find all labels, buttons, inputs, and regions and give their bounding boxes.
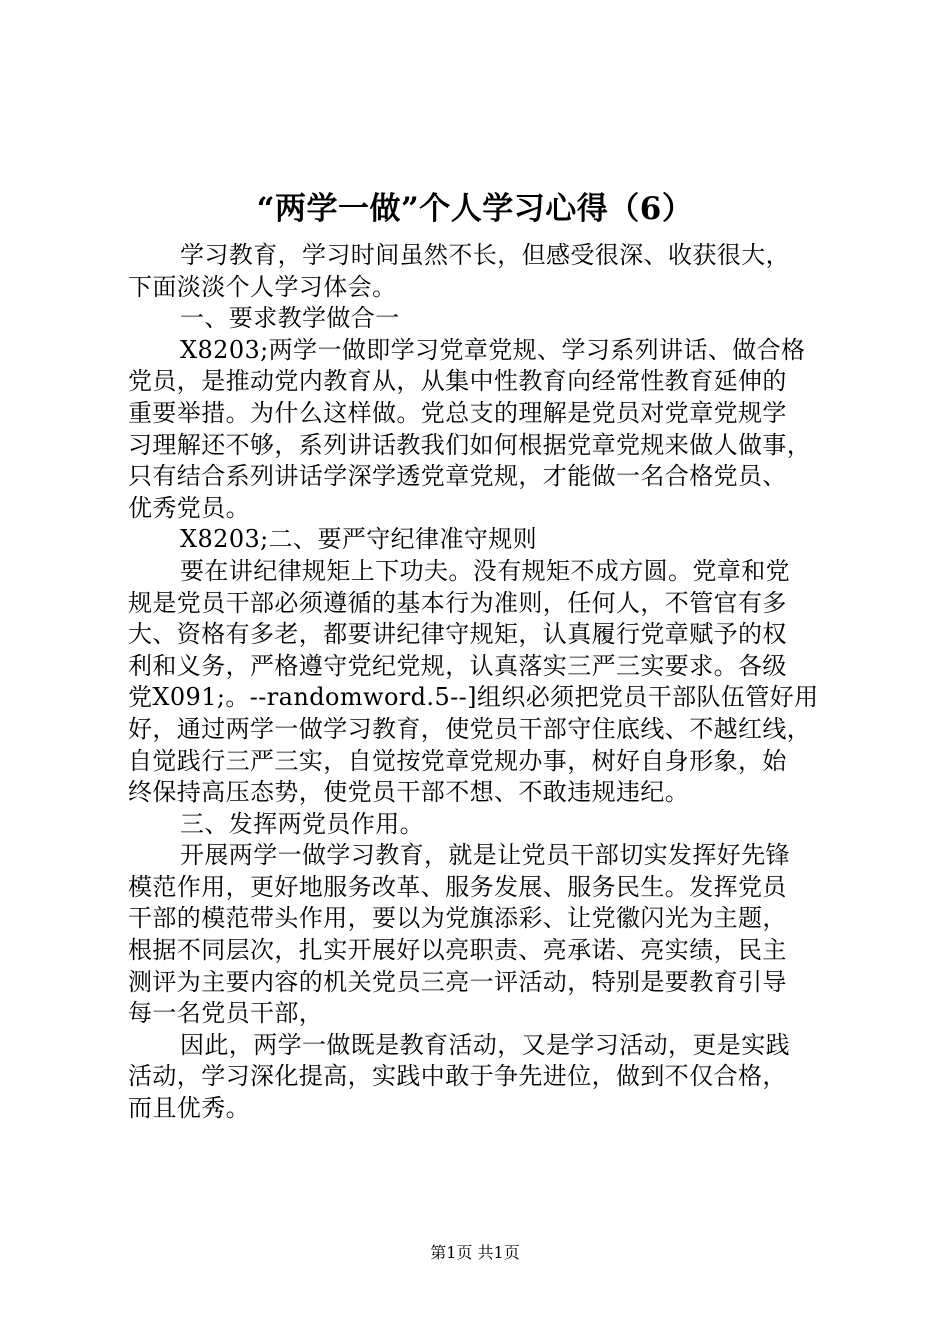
body-line: 学习教育，学习时间虽然不长，但感受很深、收获很大， <box>180 241 790 269</box>
body-line: 只有结合系列讲话学深学透党章党规，才能做一名合格党员、 <box>128 462 787 491</box>
body-line: 模范作用，更好地服务改革、服务发展、服务民生。发挥党员 <box>128 872 787 901</box>
body-line: 终保持高压态势，使党员干部不想、不敢违规违纪。 <box>128 778 690 807</box>
body-line: 要在讲纪律规矩上下功夫。没有规矩不成方圆。党章和党 <box>180 556 790 585</box>
body-line: 党X091;。--randomword.5--]组织必须把党员干部队伍管好用 <box>128 683 819 712</box>
body-line: 重要举措。为什么这样做。党总支的理解是党员对党章党规学 <box>128 398 787 427</box>
body-line: 好，通过两学一做学习教育，使党员干部守住底线、不越红线， <box>128 714 812 743</box>
section-heading: X8203;二、要严守纪律准守规则 <box>180 525 538 554</box>
body-line: X8203;两学一做即学习党章党规、学习系列讲话、做合格 <box>180 335 806 364</box>
body-line: 根据不同层次，扎实开展好以亮职责、亮承诺、亮实绩，民主 <box>128 936 787 965</box>
body-line: 活动，学习深化提高，实践中敢于争先进位，做到不仅合格， <box>128 1062 787 1091</box>
section-heading: 一、要求教学做合一 <box>180 304 400 333</box>
body-line: 测评为主要内容的机关党员三亮一评活动，特别是要教育引导 <box>128 967 787 996</box>
body-line: 习理解还不够，系列讲话教我们如何根据党章党规来做人做事， <box>128 430 812 459</box>
page-footer: 第1页 共1页 <box>430 1243 520 1262</box>
body-line: 而且优秀。 <box>128 1094 250 1123</box>
body-line: 党员，是推动党内教育从，从集中性教育向经常性教育延伸的 <box>128 367 787 396</box>
body-line: 开展两学一做学习教育，就是让党员干部切实发挥好先锋 <box>180 841 790 870</box>
body-line: 因此，两学一做既是教育活动，又是学习活动，更是实践 <box>180 1030 790 1059</box>
body-line: 利和义务，严格遵守党纪党规，认真落实三严三实要求。各级 <box>128 651 787 680</box>
body-line: 干部的模范带头作用，要以为党旗添彩、让党徽闪光为主题， <box>128 904 787 933</box>
body-line: 规是党员干部必须遵循的基本行为准则，任何人，不管官有多 <box>128 588 787 617</box>
section-heading: 三、发挥两党员作用。 <box>180 809 424 838</box>
body-line: 下面淡淡个人学习体会。 <box>128 272 397 301</box>
body-line: 大、资格有多老，都要讲纪律守规矩，认真履行党章赋予的权 <box>128 620 787 649</box>
document-title: “两学一做”个人学习心得（6） <box>256 191 694 227</box>
body-line: 优秀党员。 <box>128 493 250 522</box>
body-line: 自觉践行三严三实，自觉按党章党规办事，树好自身形象，始 <box>128 746 787 775</box>
body-line: 每一名党员干部， <box>128 999 324 1028</box>
document-body <box>128 240 828 1125</box>
